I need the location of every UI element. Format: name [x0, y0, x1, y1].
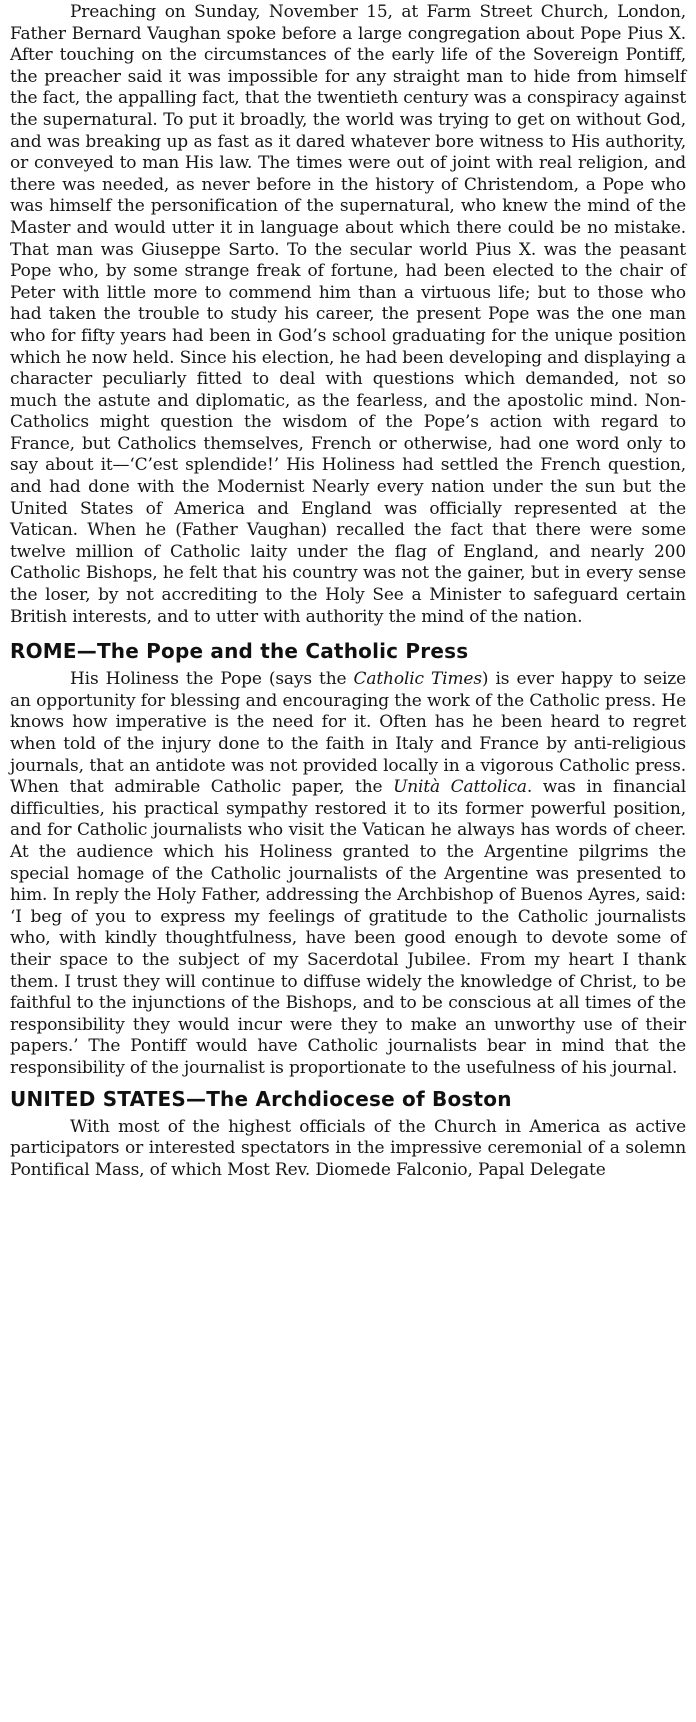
vaughan-sermon-paragraph: Preaching on Sunday, November 15, at Farm Street Church, London, Father Bernard Vaughan spoke before a large congregation about Pope Pius X. After touching on the circumstances of the early life of the Sovereign Pontiff, the preacher said it was impossible for any straight man to hide from himself the fact, the appalling fact, that the twentieth century was a conspiracy against the supernatural. To put it broadly, the world was trying to get on without God, and was breaking up as fast as it dared whatever bore witness to His authority, or conveyed to man His law. The times were out of joint with real religion, and there was needed, as never before in the history of Christendom, a Pope who was himself the personification of the supernatural, who knew the mind of the Master and would utter it in language about which there could be no mistake. That man was Giuseppe Sarto. To the secular world Pius X. was the peasant Pope who, by some strange freak of fortune, had been elected to the chair of Peter with little more to commend him than a virtuous life; but to those who had taken the trouble to study his career, the present Pope was the one man who for fifty years had been in God’s school graduating for the unique position which he now held. Since his election, he had been developing and displaying a character peculiarly fitted to deal with questions which demanded, not so much the astute and diplomatic, as the fearless, and the apostolic mind. Non-Catholics might question the wisdom of the Pope’s action with regard to France, but Catholics themselves, French or otherwise, had one word only to say about it—‘C’est splendide!’ His Holiness had settled the French question, and had done with the Modernist Nearly every nation under the sun but the United States of America and England was officially represented at the Vatican. When he (Father Vaughan) recalled the fact that there were some twelve million of Catholic laity under the flag of England, and nearly 200 Catholic Bishops, he felt that his country was not the gainer, but in every sense the loser, by not accrediting to the Holy See a Minister to safeguard certain British interests, and to utter with authority the mind of the nation.: [10, 2, 686, 627]
boston-archdiocese-paragraph: With most of the highest officials of the Church in America as active participators or interested spectators in the impressive ceremonial of a solemn Pontifical Mass, of which Most Rev. Diomede Falconio, Papal Delegate: [10, 1116, 686, 1180]
catholic-press-text-part-1: His Holiness the Pope (says the: [70, 669, 354, 690]
catholic-press-text-part-3: . was in financial difficulties, his practical sympathy restored it to its former powerful position, and for Catholic journalists who visit the Vatican he always has words of cheer. At the audience which his Holiness granted to the Argentine pilgrims the special homage of the Catholic journalists of the Argentine was presented to him. In reply the Holy Father, addressing the Archbishop of Buenos Ayres, said: ‘I beg of you to express my feelings of gratitude to the Catholic journalists who, with kindly thoughtfulness, have been good enough to devote some of their space to the subject of my Sacerdotal Jubilee. From my heart I thank them. I trust they will continue to diffuse widely the knowledge of Christ, to be faithful to the injunctions of the Bishops, and to be conscious at all times of the responsibility they would incur were they to make an unworthy use of their papers.’ The Pontiff would have Catholic journalists bear in mind that the responsibility of the journalist is proportionate to the usefulness of his journal.: [10, 777, 686, 1078]
section-gap: [10, 628, 686, 632]
unita-cattolica-title: Unità Cattolica: [393, 777, 527, 798]
catholic-times-title: Catholic Times: [353, 669, 482, 690]
catholic-press-text-part-2: ) is ever happy to seize an opportunity for blessing and encouraging the work of the Catholic press. He knows how imperative is the need for it. Often has he been heard to regret when told of the injury done to the faith in Italy and France by anti-religious journals, that an antidote was not provided locally in a vigorous Catholic press. When that admirable Catholic paper, the: [10, 669, 686, 798]
catholic-press-paragraph: [10, 669, 686, 1079]
united-states-section-heading: UNITED STATES—The Archdiocese of Boston: [10, 1086, 512, 1111]
rome-section-heading: ROME—The Pope and the Catholic Press: [10, 639, 469, 664]
